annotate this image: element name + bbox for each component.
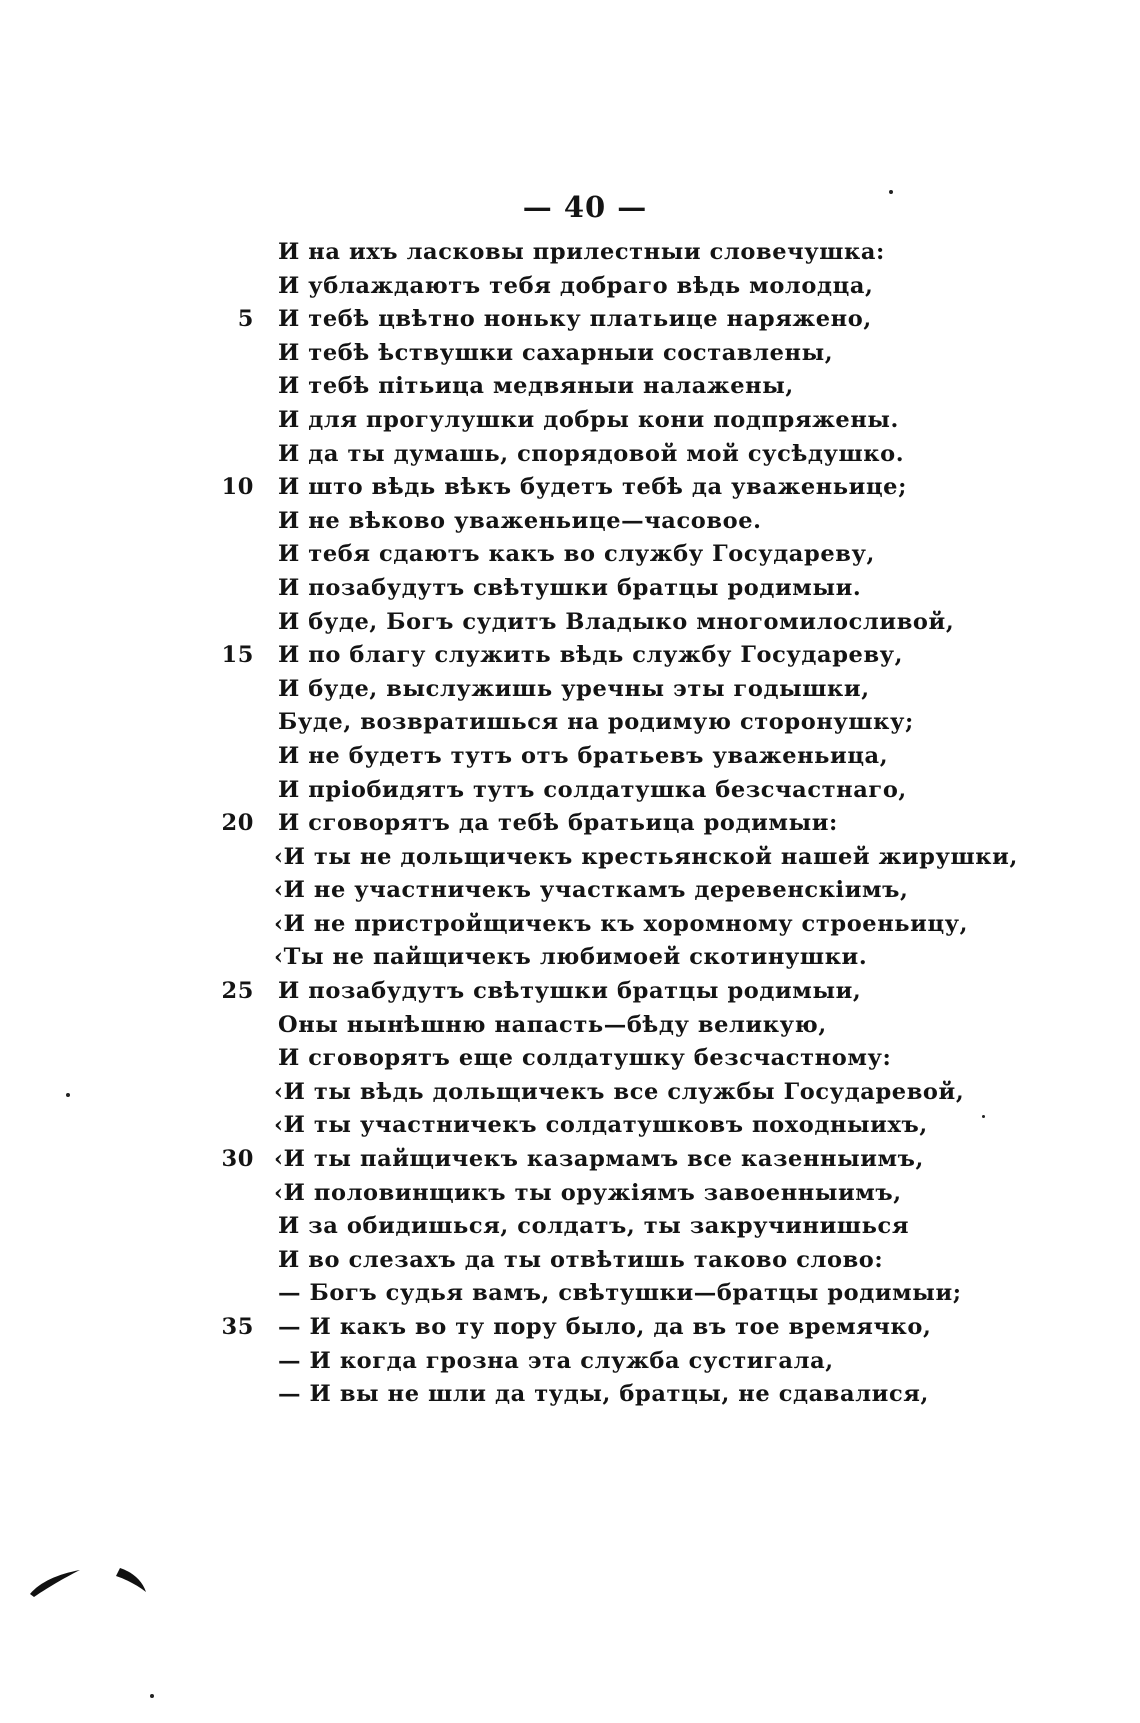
poem-line bbox=[222, 606, 982, 640]
poem-line bbox=[222, 1345, 982, 1379]
line-text: И позабудутъ свѣтушки братцы родимыи. bbox=[278, 574, 862, 601]
line-text: И не вѣково уваженьице—часовое. bbox=[278, 507, 762, 534]
line-text: — Богъ судья вамъ, свѣтушки—братцы родимыи; bbox=[278, 1280, 962, 1307]
line-text: И ублаждаютъ тебя добраго вѣдь молодца, bbox=[278, 272, 874, 299]
line-text: И сговорятъ еще солдатушку безсчастному: bbox=[278, 1045, 892, 1072]
line-number: 5 bbox=[237, 306, 254, 333]
poem-line bbox=[222, 1076, 982, 1110]
poem-line bbox=[222, 706, 982, 740]
scan-speck bbox=[150, 1694, 154, 1698]
poem-line bbox=[222, 303, 982, 337]
page-number: — 40 — bbox=[522, 190, 648, 224]
scan-speck bbox=[889, 190, 893, 194]
line-text: И да ты думашь, спорядовой мой сусѣдушко. bbox=[278, 440, 905, 467]
line-text: И што вѣдь вѣкъ будетъ тебѣ да уваженьице; bbox=[278, 474, 908, 501]
line-text: И тебѣ цвѣтно ноньку платьице наряжено, bbox=[278, 306, 872, 333]
line-text: И позабудутъ свѣтушки братцы родимыи, bbox=[278, 978, 862, 1005]
poem-line bbox=[222, 1009, 982, 1043]
poem-line bbox=[222, 404, 982, 438]
poem-line bbox=[222, 975, 982, 1009]
line-text: И не будетъ тутъ отъ братьевъ уваженьица, bbox=[278, 742, 889, 769]
line-text: ‹Ты не пайщичекъ любимоей скотинушки. bbox=[274, 944, 868, 971]
poem-line bbox=[222, 1378, 982, 1412]
line-text: Оны нынѣшню напасть—бѣду великую, bbox=[278, 1011, 827, 1038]
line-text: — И вы не шли да туды, братцы, не сдавалися, bbox=[278, 1381, 929, 1408]
poem-line bbox=[222, 908, 982, 942]
line-text: ‹И не участничекъ участкамъ деревенскіимъ, bbox=[274, 877, 909, 904]
poem-line bbox=[222, 471, 982, 505]
poem-line bbox=[222, 505, 982, 539]
line-text: ‹И ты вѣдь дольщичекъ все службы Государевой, bbox=[274, 1078, 965, 1105]
scan-speck bbox=[982, 1115, 985, 1118]
poem-line bbox=[222, 236, 982, 270]
poem-line bbox=[222, 1143, 982, 1177]
poem-line bbox=[222, 370, 982, 404]
line-text: ‹И ты пайщичекъ казармамъ все казенныимъ, bbox=[274, 1146, 924, 1173]
poem-line bbox=[222, 1277, 982, 1311]
line-number: 15 bbox=[221, 642, 254, 669]
line-number: 20 bbox=[221, 810, 254, 837]
poem-line bbox=[222, 1042, 982, 1076]
poem-line bbox=[222, 438, 982, 472]
line-text: ‹И не пристройщичекъ къ хоромному строеньицу, bbox=[274, 910, 969, 937]
poem-line bbox=[222, 270, 982, 304]
poem-line bbox=[222, 1109, 982, 1143]
line-number: 10 bbox=[221, 474, 254, 501]
brush-mark bbox=[28, 1560, 148, 1600]
line-text: ‹И половинщикъ ты оружіямъ завоенныимъ, bbox=[274, 1179, 902, 1206]
poem-line bbox=[222, 572, 982, 606]
line-text: ‹И ты не дольщичекъ крестьянской нашей жирушки, bbox=[274, 843, 1018, 870]
line-number: 30 bbox=[221, 1146, 254, 1173]
line-text: И тебѣ пітьица медвяныи налажены, bbox=[278, 373, 794, 400]
poem-line bbox=[222, 1311, 982, 1345]
poem-line bbox=[222, 538, 982, 572]
poem-line bbox=[222, 639, 982, 673]
poem-line bbox=[222, 807, 982, 841]
scan-speck bbox=[66, 1093, 70, 1097]
poem-line bbox=[222, 841, 1018, 875]
line-number: 35 bbox=[221, 1314, 254, 1340]
poem-line bbox=[222, 1210, 982, 1244]
poem-line bbox=[222, 740, 982, 774]
line-text: И для прогулушки добры кони подпряжены. bbox=[278, 406, 899, 433]
line-text: И во слезахъ да ты отвѣтишь таково слово: bbox=[278, 1246, 884, 1273]
line-text: И на ихъ ласковы прилестныи словечушка: bbox=[278, 239, 885, 265]
line-text: И за обидишься, солдатъ, ты закручинишься bbox=[278, 1213, 910, 1240]
poem-line bbox=[222, 1177, 982, 1211]
poem-line bbox=[222, 337, 982, 371]
line-text: — И какъ во ту пору было, да въ тое времячко, bbox=[278, 1314, 932, 1340]
line-text: — И когда грозна эта служба сустигала, bbox=[278, 1347, 834, 1374]
line-text: И сговорятъ да тебѣ братьица родимыи: bbox=[278, 810, 838, 837]
line-number: 25 bbox=[221, 978, 254, 1005]
poem-line bbox=[222, 874, 982, 908]
poem-line bbox=[222, 774, 982, 808]
line-text: И тебя сдаютъ какъ во службу Государеву, bbox=[278, 541, 875, 568]
line-text: И пріобидятъ тутъ солдатушка безсчастнаго, bbox=[278, 776, 907, 803]
line-text: Буде, возвратишься на родимую сторонушку; bbox=[278, 709, 914, 736]
line-text: И по благу служить вѣдь службу Государеву, bbox=[278, 642, 904, 669]
poem-line bbox=[222, 1244, 982, 1278]
line-text: ‹И ты участничекъ солдатушковъ походныихъ, bbox=[274, 1112, 928, 1139]
poem-line bbox=[222, 673, 982, 707]
poem-text bbox=[221, 236, 1018, 1412]
line-text: И тебѣ ѣствушки сахарныи составлены, bbox=[278, 339, 834, 366]
poem-line bbox=[222, 941, 982, 975]
line-text: И буде, выслужишь уречны эты годышки, bbox=[278, 675, 870, 702]
line-text: И буде, Богъ судитъ Владыко многомилосливой, bbox=[278, 608, 955, 635]
